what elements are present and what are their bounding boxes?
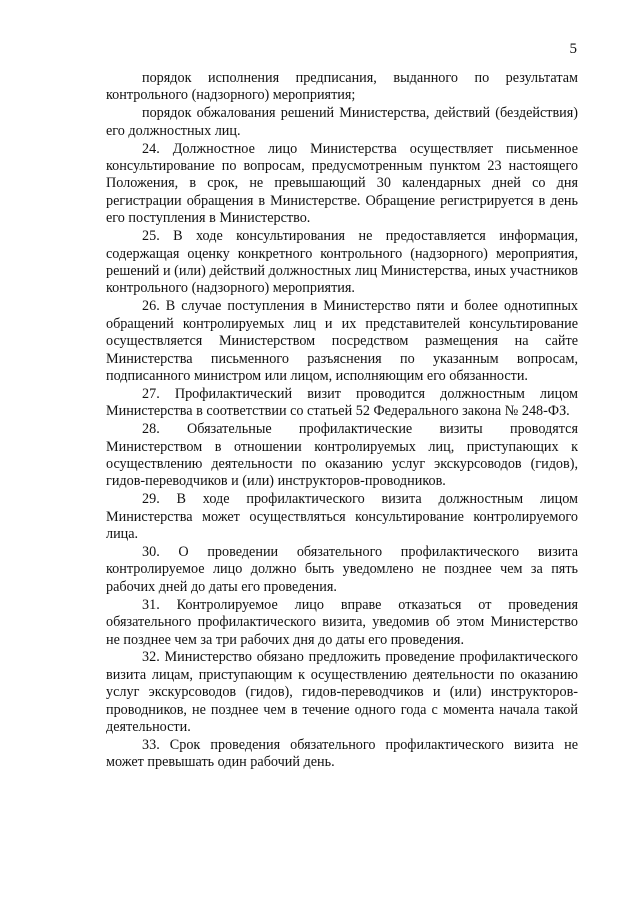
paragraph-32: 32. Министерство обязано предложить проведение профилактического визита лицам, приступающим к осуществлению деятельности по оказанию услуг экскурсоводов (гидов), гидов-переводчиков и (или) инструкторов-проводников, не позднее чем в течение одного года с момента начала такой деятельности. [106,649,578,736]
paragraph-order-of-execution: порядок исполнения предписания, выданного по результатам контрольного (надзорного) мероприятия; [106,70,578,104]
paragraph-order-of-appeal: порядок обжалования решений Министерства, действий (бездействия) его должностных лиц. [106,105,578,139]
paragraph-24: 24. Должностное лицо Министерства осуществляет письменное консультирование по вопросам, предусмотренным пунктом 23 настоящего Положения, в срок, не превышающий 30 календарных дней со дня регистрации обращения в Министерстве. Обращение регистрируется в день его поступления в Министерство. [106,140,578,227]
paragraph-28: 28. Обязательные профилактические визиты проводятся Министерством в отношении контролируемых лиц, приступающих к осуществлению деятельности по оказанию услуг экскурсоводов (гидов), гидов-переводчиков и (или) инструкторов-проводников. [106,421,578,490]
paragraph-26: 26. В случае поступления в Министерство пяти и более однотипных обращений контролируемых лиц и их представителей консультирование осуществляется Министерством посредством размещения на сайте Министерства письменного разъяснения по указанным вопросам, подписанного министром или лицом, исполняющим его обязанности. [106,298,578,384]
paragraph-25: 25. В ходе консультирования не предоставляется информация, содержащая оценку конкретного контрольного (надзорного) мероприятия, решений и (или) действий должностных лиц Министерства, иных участников контрольного (надзорного) мероприятия. [106,228,578,297]
paragraph-29: 29. В ходе профилактического визита должностным лицом Министерства может осуществляться консультирование контролируемого лица. [106,491,578,543]
page-number: 5 [569,41,577,57]
paragraph-31: 31. Контролируемое лицо вправе отказаться от проведения обязательного профилактического визита, уведомив об этом Министерство не позднее чем за три рабочих дня до даты его проведения. [106,596,578,648]
paragraph-27: 27. Профилактический визит проводится должностным лицом Министерства в соответствии со статьей 52 Федерального закона № 248-ФЗ. [106,385,578,420]
document-body [106,70,578,772]
paragraph-30: 30. О проведении обязательного профилактического визита контролируемое лицо должно быть уведомлено не позднее чем за пять рабочих дней до даты его проведения. [106,543,578,595]
paragraph-33: 33. Срок проведения обязательного профилактического визита не может превышать один рабочий день. [106,736,578,771]
